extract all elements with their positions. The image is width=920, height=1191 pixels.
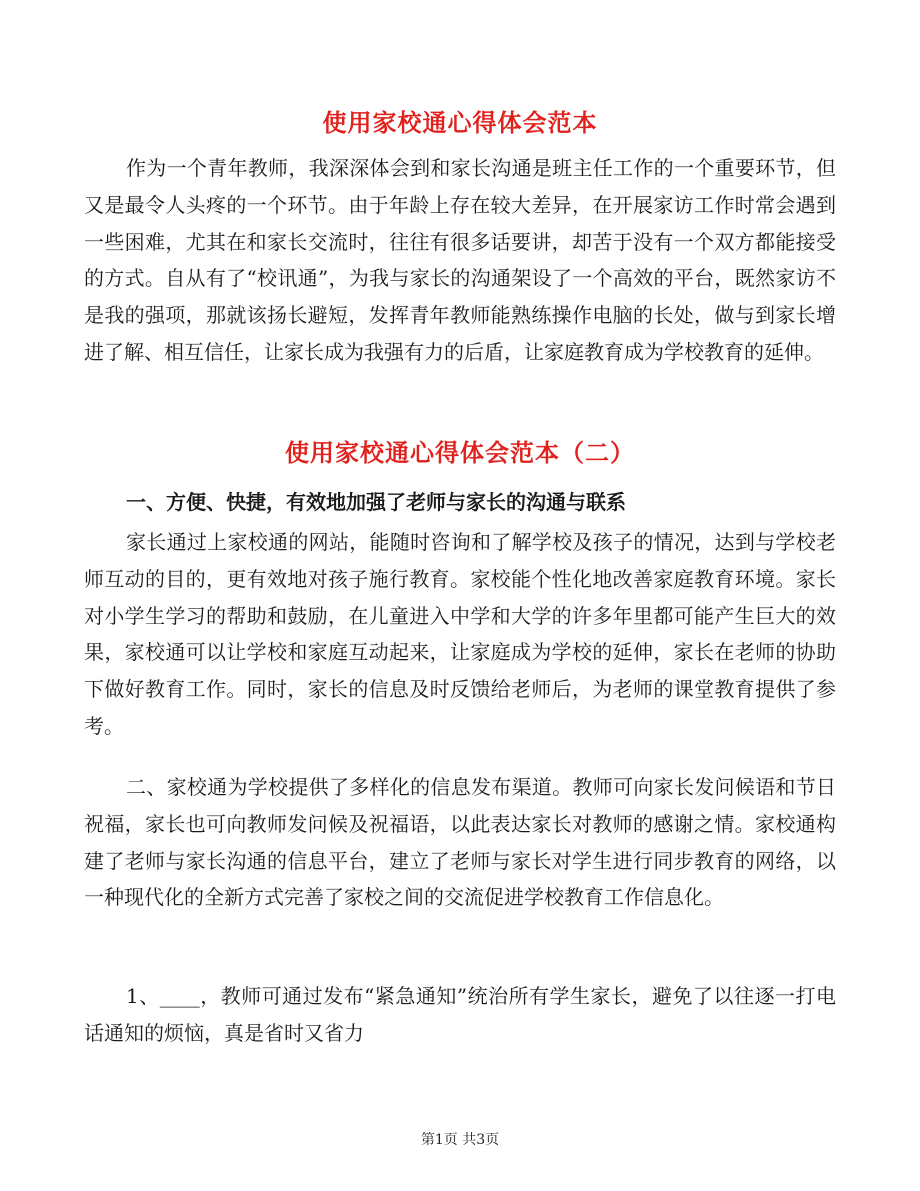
body-paragraph: 二、家校通为学校提供了多样化的信息发布渠道。教师可向家长发问候语和节日祝福，家长也可向教师发问候及祝福语，以此表达家长对教师的感谢之情。家校通构建了老师与家长沟通的信息平台，建立了老师与家长对学生进行同步教育的网络，以一种现代化的全新方式完善了家校之间的交流促进学校教育工作信息化。 xyxy=(84,775,836,910)
body-paragraph: 1、____，教师可通过发布“紧急通知”统治所有学生家长，避免了以往逐一打电话通知的烦恼，真是省时又省力 xyxy=(84,984,836,1045)
body-paragraph: 家长通过上家校通的网站，能随时咨询和了解学校及孩子的情况，达到与学校老师互动的目的，更有效地对孩子施行教育。家校能个性化地改善家庭教育环境。家长对小学生学习的帮助和鼓励，在儿童进入中学和大学的许多年里都可能产生巨大的效果，家校通可以让学校和家庭互动起来，让家庭成为学校的延伸，家长在老师的协助下做好教育工作。同时，家长的信息及时反馈给老师后，为老师的课堂教育提供了参考。 xyxy=(84,530,836,738)
section-title: 使用家校通心得体会范本（二） xyxy=(285,438,635,467)
body-paragraph: 作为一个青年教师，我深深体会到和家长沟通是班主任工作的一个重要环节，但又是最令人头疼的一个环节。由于年龄上存在较大差异，在开展家访工作时常会遇到一些困难，尤其在和家长交流时，往往有很多话要讲，却苦于没有一个双方都能接受的方式。自从有了“校讯通”，为我与家长的沟通架设了一个高效的平台，既然家访不是我的强项，那就该扬长避短，发挥青年教师能熟练操作电脑的长处，做与到家长增进了解、相互信任，让家长成为我强有力的后盾，让家庭教育成为学校教育的延伸。 xyxy=(84,156,836,364)
section-heading: 一、方便、快捷，有效地加强了老师与家长的沟通与联系 xyxy=(126,490,626,514)
document-title: 使用家校通心得体会范本 xyxy=(322,108,598,137)
page-number-footer: 第1页 共3页 xyxy=(420,1132,500,1148)
